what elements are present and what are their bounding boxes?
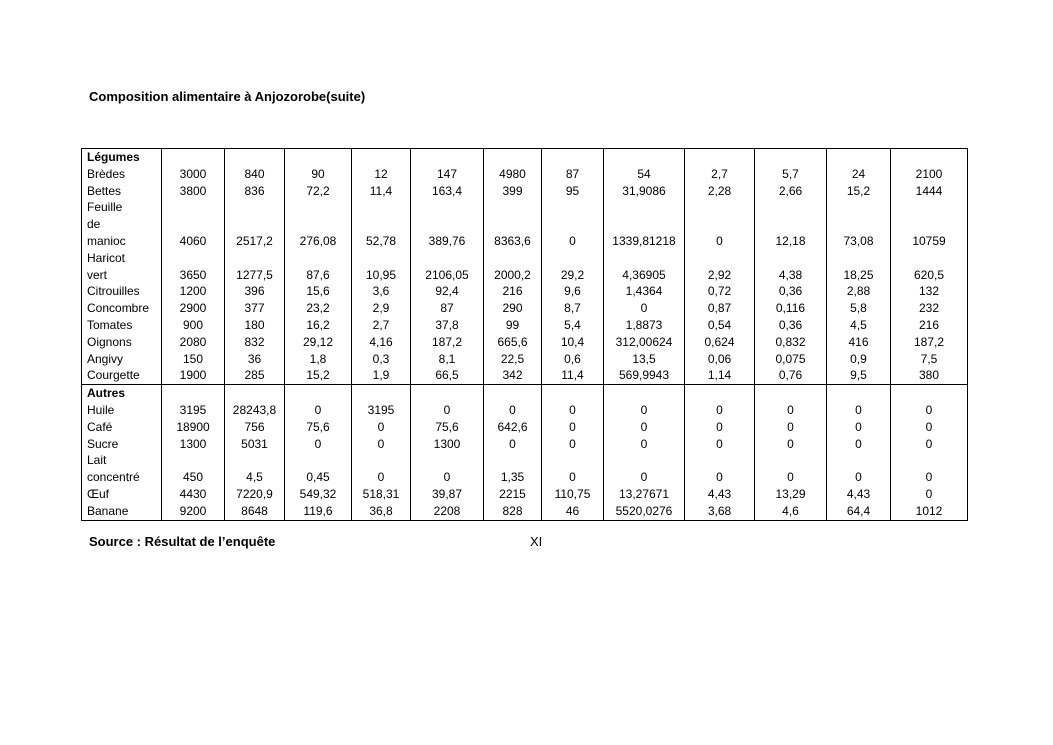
value-cell: 24 [827,166,891,183]
value-cell: 23,2 [285,300,352,317]
value-cell: 46 [542,503,604,520]
section-header-row [82,149,968,166]
value-cell: 380 [891,367,968,384]
value-cell: 75,6 [285,419,352,436]
value-cell: 756 [225,419,285,436]
value-cell: 7220,9 [225,486,285,503]
value-cell: 4,43 [827,486,891,503]
section-header-row [82,385,968,402]
value-cell: 87 [411,300,484,317]
value-cell: 2,28 [685,183,755,200]
value-cell: 95 [542,183,604,200]
value-cell: 276,08 [285,199,352,249]
row-label: Oignons [82,334,162,351]
value-cell: 64,4 [827,503,891,520]
value-cell: 0 [542,199,604,249]
value-cell: 75,6 [411,419,484,436]
value-cell: 312,00624 [604,334,685,351]
value-cell: 3195 [352,402,411,419]
value-cell: 87,6 [285,250,352,284]
value-cell: 0 [755,436,827,453]
value-cell: 0,832 [755,334,827,351]
value-cell: 0 [755,452,827,486]
composition-table [81,148,968,521]
page-title: Composition alimentaire à Anjozorobe(suite) [89,89,366,104]
value-cell: 4,5 [225,452,285,486]
value-cell: 0 [542,436,604,453]
table-row [82,486,968,503]
value-cell: 2900 [162,300,225,317]
value-cell: 0 [891,486,968,503]
value-cell: 3,68 [685,503,755,520]
value-cell: 1,4364 [604,283,685,300]
value-cell: 0,116 [755,300,827,317]
value-cell: 9200 [162,503,225,520]
value-cell: 180 [225,317,285,334]
source-note: Source : Résultat de l’enquête [89,534,276,549]
value-cell: 0 [352,436,411,453]
value-cell: 15,2 [827,183,891,200]
value-cell: 828 [484,503,542,520]
value-cell: 92,4 [411,283,484,300]
value-cell: 7,5 [891,351,968,368]
table-row [82,183,968,200]
row-label: Citrouilles [82,283,162,300]
value-cell: 10,95 [352,250,411,284]
row-label: Sucre [82,436,162,453]
value-cell: 2517,2 [225,199,285,249]
empty-cell [685,385,755,402]
value-cell: 2,7 [685,166,755,183]
value-cell: 2215 [484,486,542,503]
row-label: Banane [82,503,162,520]
table-row [82,199,968,249]
empty-cell [755,149,827,166]
value-cell: 416 [827,334,891,351]
value-cell: 4,38 [755,250,827,284]
empty-cell [484,149,542,166]
value-cell: 0,06 [685,351,755,368]
value-cell: 0 [604,419,685,436]
value-cell: 1300 [411,436,484,453]
row-label: Angivy [82,351,162,368]
value-cell: 1200 [162,283,225,300]
value-cell: 72,2 [285,183,352,200]
value-cell: 1,35 [484,452,542,486]
value-cell: 54 [604,166,685,183]
value-cell: 2,9 [352,300,411,317]
value-cell: 2000,2 [484,250,542,284]
empty-cell [352,149,411,166]
empty-cell [604,385,685,402]
empty-cell [162,385,225,402]
value-cell: 15,6 [285,283,352,300]
value-cell: 840 [225,166,285,183]
value-cell: 900 [162,317,225,334]
value-cell: 2,7 [352,317,411,334]
value-cell: 0,76 [755,367,827,384]
value-cell: 2080 [162,334,225,351]
value-cell: 13,29 [755,486,827,503]
value-cell: 36,8 [352,503,411,520]
value-cell: 3000 [162,166,225,183]
table-row [82,452,968,486]
value-cell: 0,6 [542,351,604,368]
value-cell: 0 [285,436,352,453]
empty-cell [411,385,484,402]
value-cell: 0 [755,402,827,419]
empty-cell [285,149,352,166]
value-cell: 0 [755,419,827,436]
value-cell: 518,31 [352,486,411,503]
value-cell: 13,5 [604,351,685,368]
value-cell: 450 [162,452,225,486]
value-cell: 8648 [225,503,285,520]
empty-cell [484,385,542,402]
value-cell: 0 [827,419,891,436]
value-cell: 0,9 [827,351,891,368]
value-cell: 2,88 [827,283,891,300]
empty-cell [162,149,225,166]
value-cell: 16,2 [285,317,352,334]
table-row [82,166,968,183]
value-cell: 11,4 [542,367,604,384]
section-heading: Autres [82,385,162,402]
value-cell: 11,4 [352,183,411,200]
empty-cell [827,149,891,166]
value-cell: 832 [225,334,285,351]
value-cell: 4060 [162,199,225,249]
value-cell: 1444 [891,183,968,200]
row-label: Œuf [82,486,162,503]
value-cell: 28243,8 [225,402,285,419]
row-label: Concombre [82,300,162,317]
value-cell: 0 [352,419,411,436]
value-cell: 4,36905 [604,250,685,284]
table-row [82,283,968,300]
value-cell: 396 [225,283,285,300]
empty-cell [352,385,411,402]
value-cell: 620,5 [891,250,968,284]
value-cell: 0 [604,300,685,317]
value-cell: 0 [352,452,411,486]
value-cell: 18900 [162,419,225,436]
value-cell: 5,7 [755,166,827,183]
value-cell: 12 [352,166,411,183]
value-cell: 22,5 [484,351,542,368]
value-cell: 5031 [225,436,285,453]
value-cell: 0,36 [755,317,827,334]
value-cell: 0 [891,419,968,436]
value-cell: 0 [484,436,542,453]
value-cell: 2,66 [755,183,827,200]
value-cell: 0,624 [685,334,755,351]
value-cell: 66,5 [411,367,484,384]
value-cell: 285 [225,367,285,384]
value-cell: 187,2 [411,334,484,351]
value-cell: 0 [827,402,891,419]
value-cell: 4980 [484,166,542,183]
empty-cell [225,149,285,166]
value-cell: 37,8 [411,317,484,334]
value-cell: 0 [542,419,604,436]
value-cell: 5,8 [827,300,891,317]
value-cell: 4,43 [685,486,755,503]
value-cell: 3,6 [352,283,411,300]
value-cell: 0,36 [755,283,827,300]
table-row [82,419,968,436]
value-cell: 29,2 [542,250,604,284]
value-cell: 87 [542,166,604,183]
row-label: Huile [82,402,162,419]
value-cell: 0 [604,436,685,453]
value-cell: 216 [891,317,968,334]
value-cell: 3195 [162,402,225,419]
empty-cell [411,149,484,166]
empty-cell [891,149,968,166]
value-cell: 0 [685,436,755,453]
value-cell: 1900 [162,367,225,384]
value-cell: 569,9943 [604,367,685,384]
value-cell: 12,18 [755,199,827,249]
value-cell: 0 [827,452,891,486]
value-cell: 0 [685,402,755,419]
value-cell: 163,4 [411,183,484,200]
value-cell: 0 [411,452,484,486]
empty-cell [891,385,968,402]
value-cell: 1,8 [285,351,352,368]
value-cell: 0,72 [685,283,755,300]
row-label: Tomates [82,317,162,334]
value-cell: 2106,05 [411,250,484,284]
value-cell: 342 [484,367,542,384]
value-cell: 1300 [162,436,225,453]
value-cell: 4,5 [827,317,891,334]
value-cell: 0 [285,402,352,419]
value-cell: 3800 [162,183,225,200]
value-cell: 18,25 [827,250,891,284]
value-cell: 0 [685,419,755,436]
value-cell: 99 [484,317,542,334]
value-cell: 1012 [891,503,968,520]
empty-cell [542,149,604,166]
empty-cell [285,385,352,402]
value-cell: 31,9086 [604,183,685,200]
table-row [82,503,968,520]
empty-cell [225,385,285,402]
value-cell: 0,075 [755,351,827,368]
value-cell: 0 [891,402,968,419]
empty-cell [685,149,755,166]
row-label: Courgette [82,367,162,384]
table-row [82,300,968,317]
value-cell: 36 [225,351,285,368]
value-cell: 15,2 [285,367,352,384]
value-cell: 39,87 [411,486,484,503]
value-cell: 4,6 [755,503,827,520]
value-cell: 8,1 [411,351,484,368]
value-cell: 0 [542,402,604,419]
table-row [82,367,968,384]
value-cell: 147 [411,166,484,183]
value-cell: 642,6 [484,419,542,436]
empty-cell [827,385,891,402]
value-cell: 4,16 [352,334,411,351]
table-body [82,149,968,521]
row-label: Brèdes [82,166,162,183]
table-row [82,351,968,368]
value-cell: 4430 [162,486,225,503]
section-heading: Légumes [82,149,162,166]
value-cell: 232 [891,300,968,317]
value-cell: 8,7 [542,300,604,317]
table-row [82,402,968,419]
value-cell: 2,92 [685,250,755,284]
page-number: XI [530,534,543,549]
value-cell: 1339,81218 [604,199,685,249]
value-cell: 110,75 [542,486,604,503]
value-cell: 0 [411,402,484,419]
value-cell: 2208 [411,503,484,520]
table-row [82,250,968,284]
table-row [82,317,968,334]
empty-cell [755,385,827,402]
empty-cell [604,149,685,166]
value-cell: 0 [891,452,968,486]
value-cell: 0 [542,452,604,486]
value-cell: 1,8873 [604,317,685,334]
value-cell: 216 [484,283,542,300]
value-cell: 3650 [162,250,225,284]
table-row [82,334,968,351]
row-label: Lait concentré [82,452,162,486]
table-row [82,436,968,453]
value-cell: 0 [891,436,968,453]
value-cell: 150 [162,351,225,368]
value-cell: 29,12 [285,334,352,351]
row-label: Haricot vert [82,250,162,284]
value-cell: 13,27671 [604,486,685,503]
value-cell: 9,6 [542,283,604,300]
value-cell: 0,87 [685,300,755,317]
value-cell: 836 [225,183,285,200]
value-cell: 9,5 [827,367,891,384]
value-cell: 0 [685,199,755,249]
value-cell: 90 [285,166,352,183]
value-cell: 290 [484,300,542,317]
row-label: Feuille de manioc [82,199,162,249]
value-cell: 10759 [891,199,968,249]
value-cell: 119,6 [285,503,352,520]
value-cell: 1,9 [352,367,411,384]
value-cell: 1277,5 [225,250,285,284]
value-cell: 665,6 [484,334,542,351]
value-cell: 0,3 [352,351,411,368]
value-cell: 549,32 [285,486,352,503]
value-cell: 0 [604,452,685,486]
value-cell: 0,45 [285,452,352,486]
value-cell: 52,78 [352,199,411,249]
value-cell: 0 [827,436,891,453]
value-cell: 187,2 [891,334,968,351]
value-cell: 73,08 [827,199,891,249]
value-cell: 5520,0276 [604,503,685,520]
value-cell: 10,4 [542,334,604,351]
value-cell: 0 [685,452,755,486]
value-cell: 0,54 [685,317,755,334]
value-cell: 2100 [891,166,968,183]
value-cell: 377 [225,300,285,317]
value-cell: 8363,6 [484,199,542,249]
value-cell: 389,76 [411,199,484,249]
value-cell: 1,14 [685,367,755,384]
value-cell: 399 [484,183,542,200]
empty-cell [542,385,604,402]
value-cell: 0 [604,402,685,419]
row-label: Café [82,419,162,436]
row-label: Bettes [82,183,162,200]
value-cell: 132 [891,283,968,300]
value-cell: 0 [484,402,542,419]
value-cell: 5,4 [542,317,604,334]
